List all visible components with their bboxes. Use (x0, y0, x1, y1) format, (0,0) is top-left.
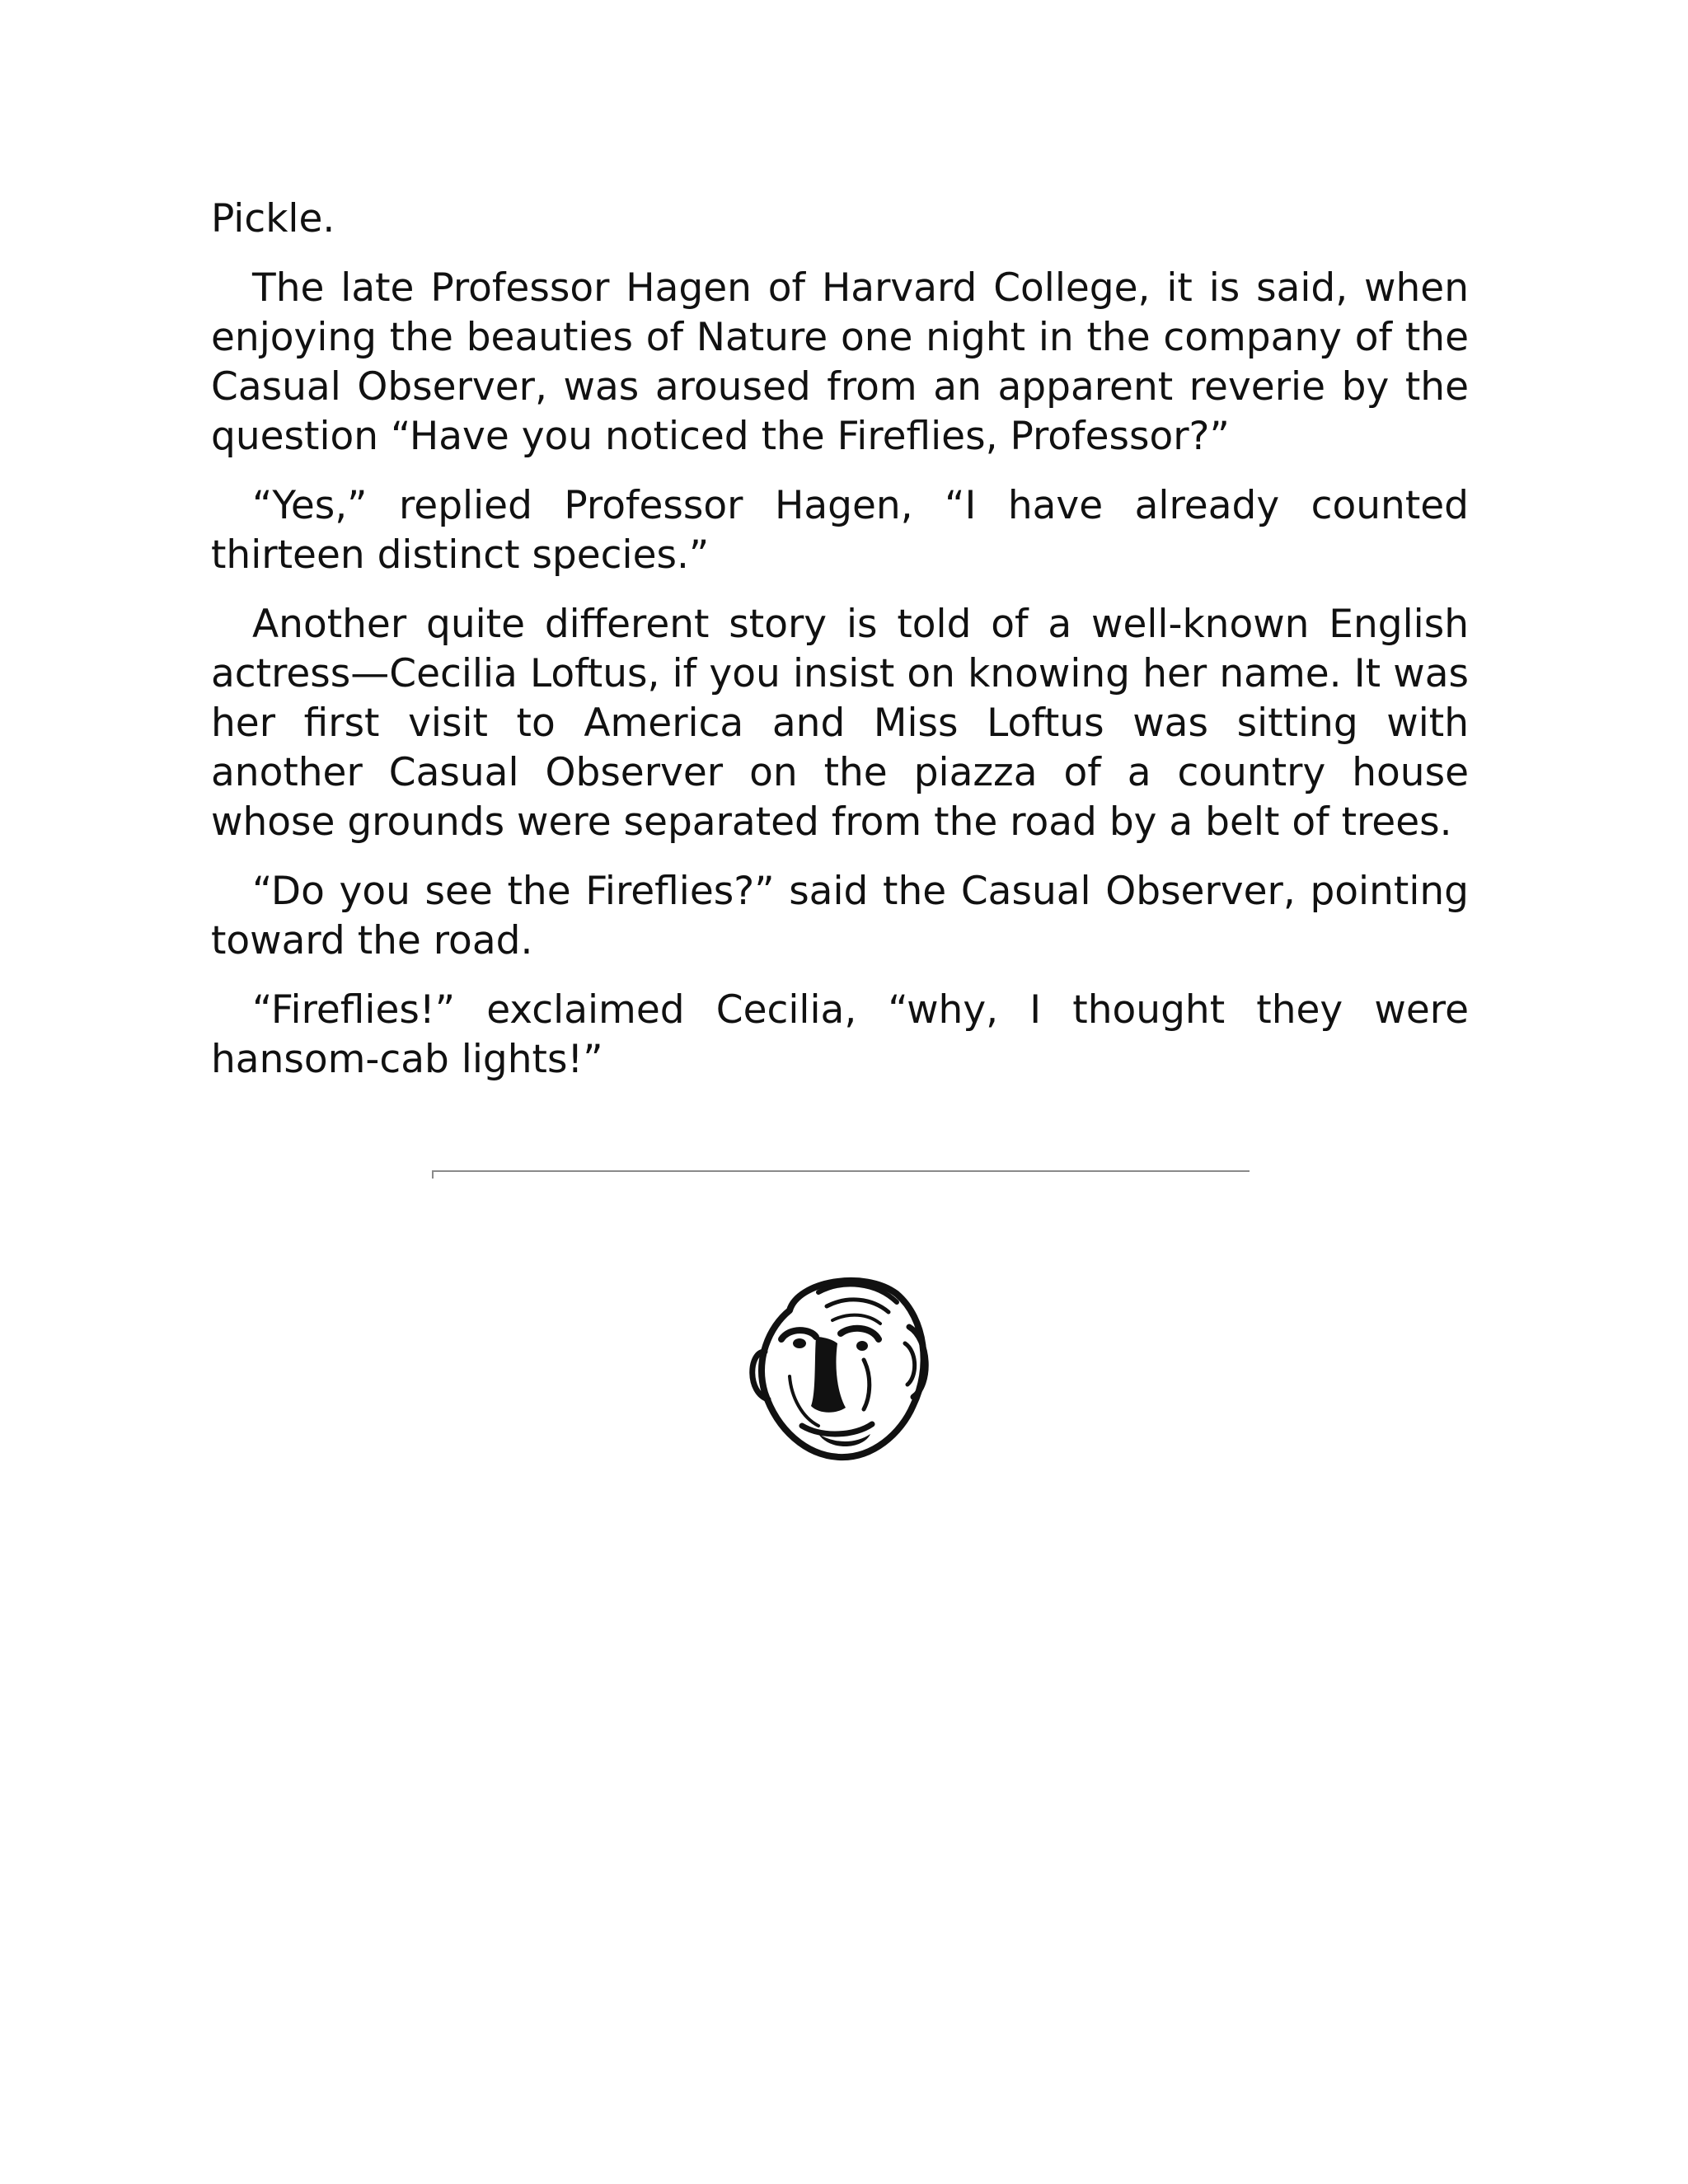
section-divider (432, 1170, 1250, 1172)
paragraph-loftus-story: Another quite different story is told of a well-known English actress—Cecilia Loftus, if you insist on knowing her name. It was her first visit to America and Miss Loftus was sitting with another Casual Observer on the piazza of a country house whose grounds were separated from the road by a belt of trees. (211, 602, 1469, 845)
paragraph-hagen-story: The late Professor Hagen of Harvard College, it is said, when enjoying the beauties of Nature one night in the company of the Casual Observer, was aroused from an apparent reverie by the question “Have you noticed the Fireflies, Professor?” (211, 265, 1469, 459)
paragraph-observer-question: “Do you see the Fireflies?” said the Casual Observer, pointing toward the road. (211, 869, 1469, 963)
body-text (211, 194, 1469, 1104)
paragraph-continuation: Pickle. (211, 196, 335, 241)
paragraph-cecilia-reply: “Fireflies!” exclaimed Cecilia, “why, I thought they were hansom-cab lights!” (211, 987, 1469, 1082)
grotesque-face-icon (740, 1261, 938, 1467)
paragraph-hagen-reply: “Yes,” replied Professor Hagen, “I have already counted thirteen distinct species.” (211, 483, 1469, 578)
